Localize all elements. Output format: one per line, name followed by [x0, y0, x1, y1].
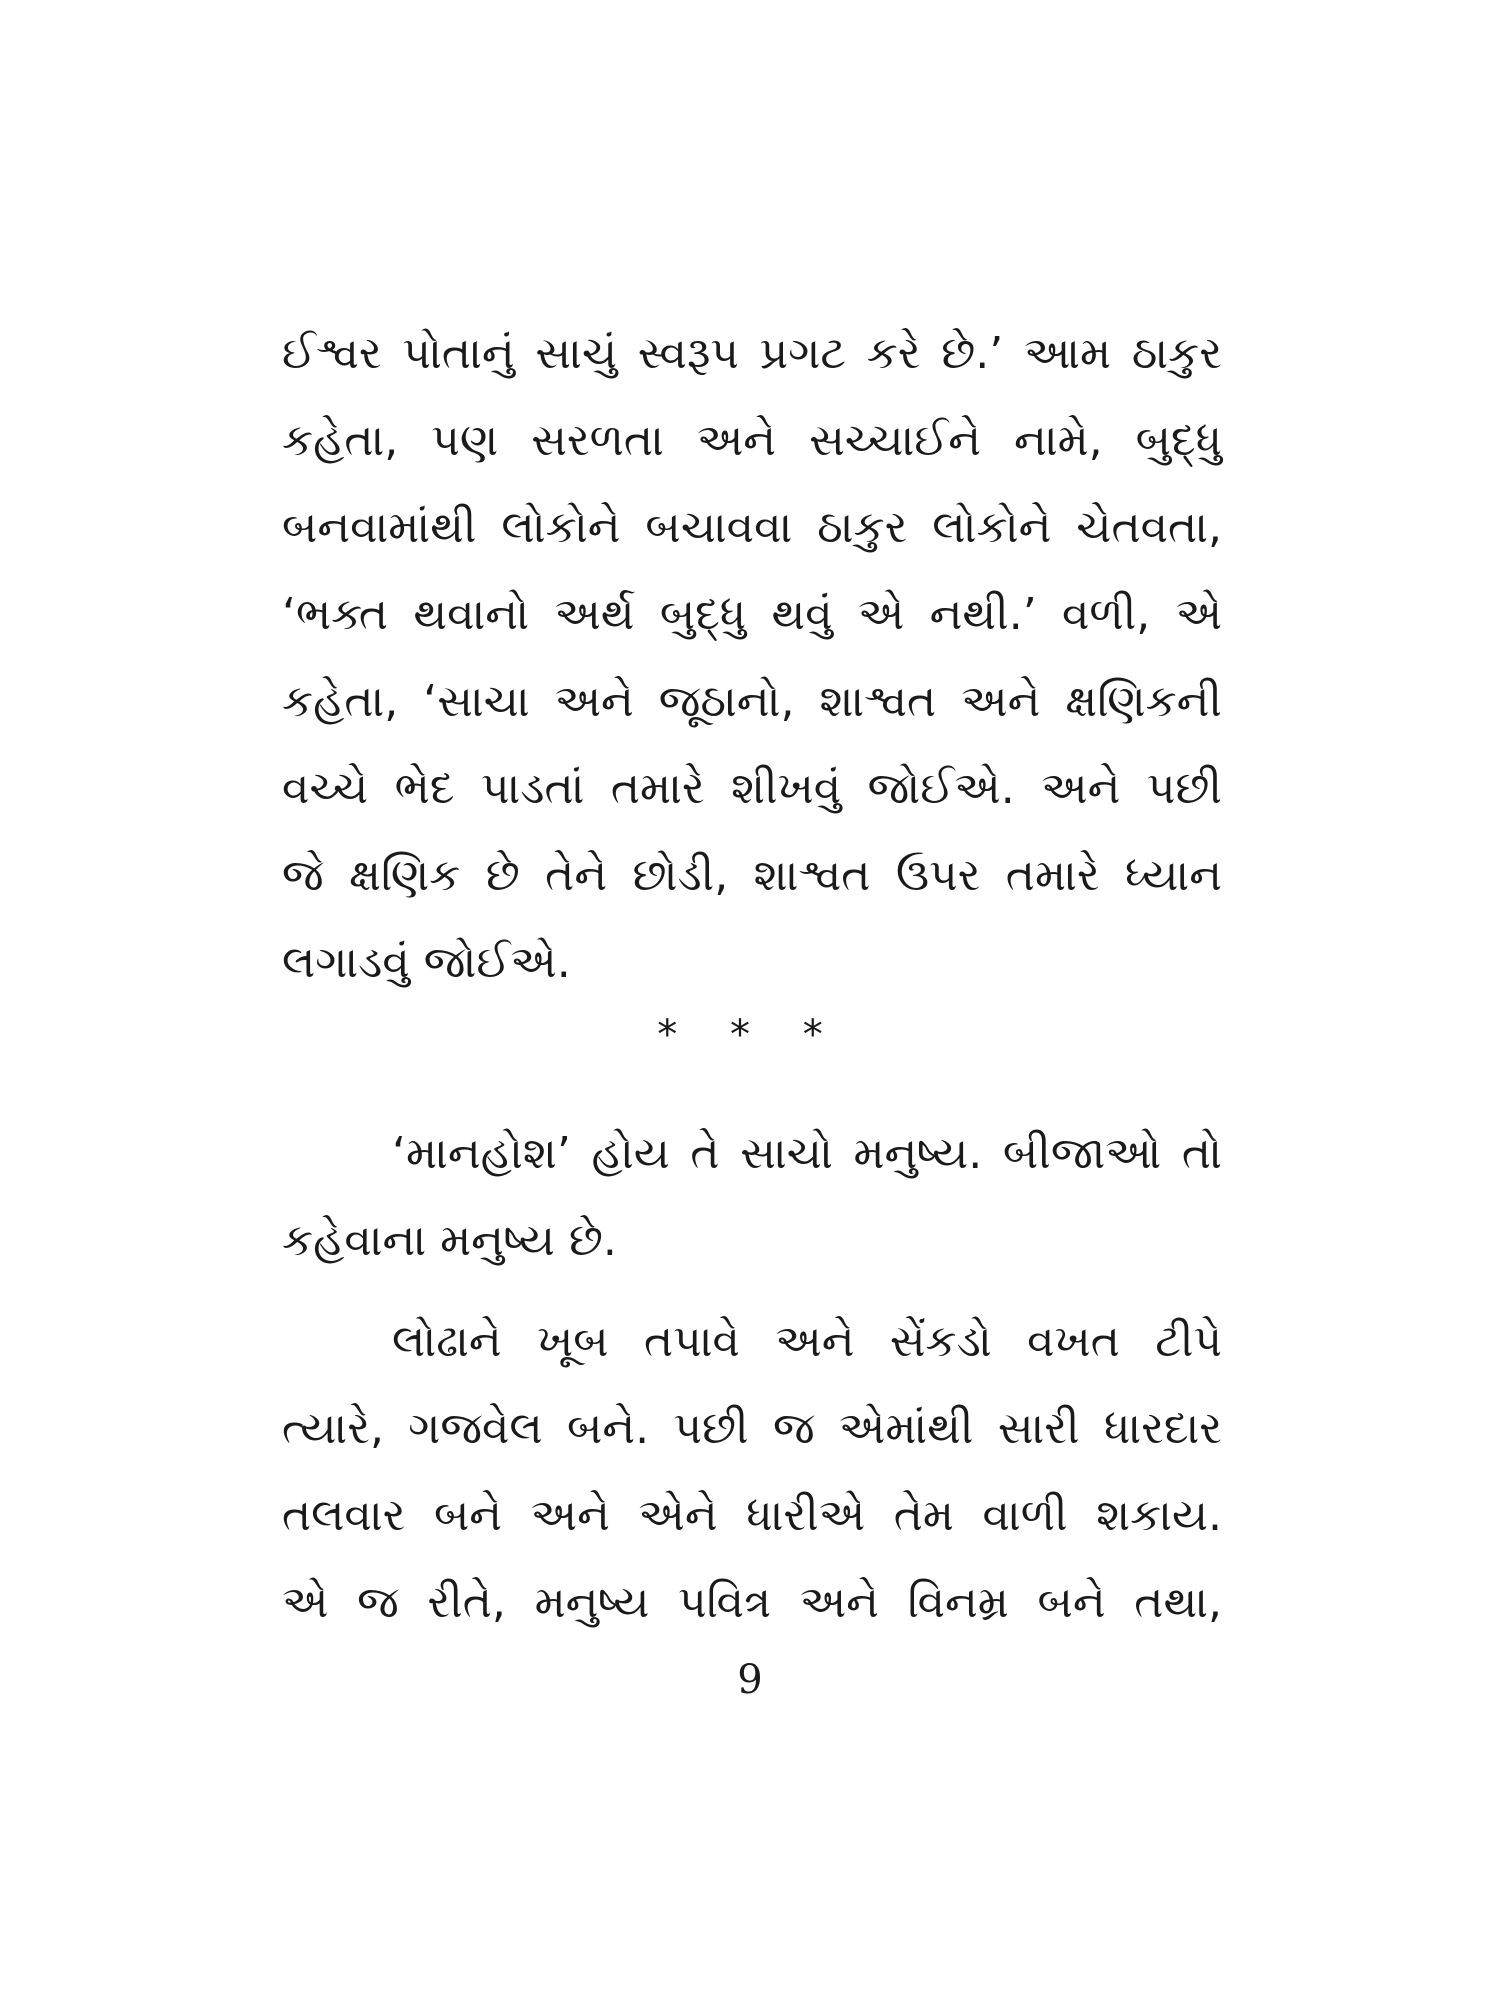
paragraph-line: ત્યારે, ગજવેલ બને. પછી જ એમાંથી સારી ધારદાર — [282, 1403, 1222, 1454]
paragraph-line: કહેતા, પણ સરળતા અને સચ્ચાઈને નામે, બુદ્ધુ — [282, 415, 1222, 466]
paragraph-line: ઈશ્વર પોતાનું સાચું સ્વરૂપ પ્રગટ કરે છે.’ આમ ઠાકુર — [282, 328, 1222, 379]
paragraph-line: જે ક્ષણિક છે તેને છોડી, શાશ્વત ઉપર તમારે ધ્યાન — [282, 850, 1222, 901]
paragraph-1 — [282, 310, 1222, 1006]
paragraph-line: એ જ રીતે, મનુષ્ય પવિત્ર અને વિનમ્ર બને તથા, — [282, 1577, 1222, 1628]
section-separator: * * * — [657, 1012, 843, 1058]
paragraph-line: તલવાર બને અને એને ધારીએ તેમ વાળી શકાય. — [282, 1490, 1222, 1541]
paragraph-line: લગાડવું જોઈએ. — [282, 937, 571, 988]
paragraph-2 — [282, 1110, 1222, 1284]
paragraph-line: ‘માનહોશ’ હોય તે સાચો મનુષ્ય. બીજાઓ તો — [392, 1128, 1222, 1179]
page-number: 9 — [737, 1657, 763, 1703]
paragraph-line: બનવામાંથી લોકોને બચાવવા ઠાકુર લોકોને ચેતવતા, — [282, 502, 1222, 553]
paragraph-line: કહેતા, ‘સાચા અને જૂઠાનો, શાશ્વત અને ક્ષણિકની — [282, 676, 1222, 727]
paragraph-line: ‘ભક્ત થવાનો અર્થ બુદ્ધુ થવું એ નથી.’ વળી, એ — [282, 589, 1222, 640]
paragraph-3 — [282, 1298, 1222, 1646]
paragraph-line: કહેવાના મનુષ્ય છે. — [282, 1215, 617, 1266]
paragraph-line: લોઢાને ખૂબ તપાવે અને સેંકડો વખત ટીપે — [392, 1316, 1222, 1367]
paragraph-line: વચ્ચે ભેદ પાડતાં તમારે શીખવું જોઈએ. અને પછી — [282, 763, 1222, 814]
